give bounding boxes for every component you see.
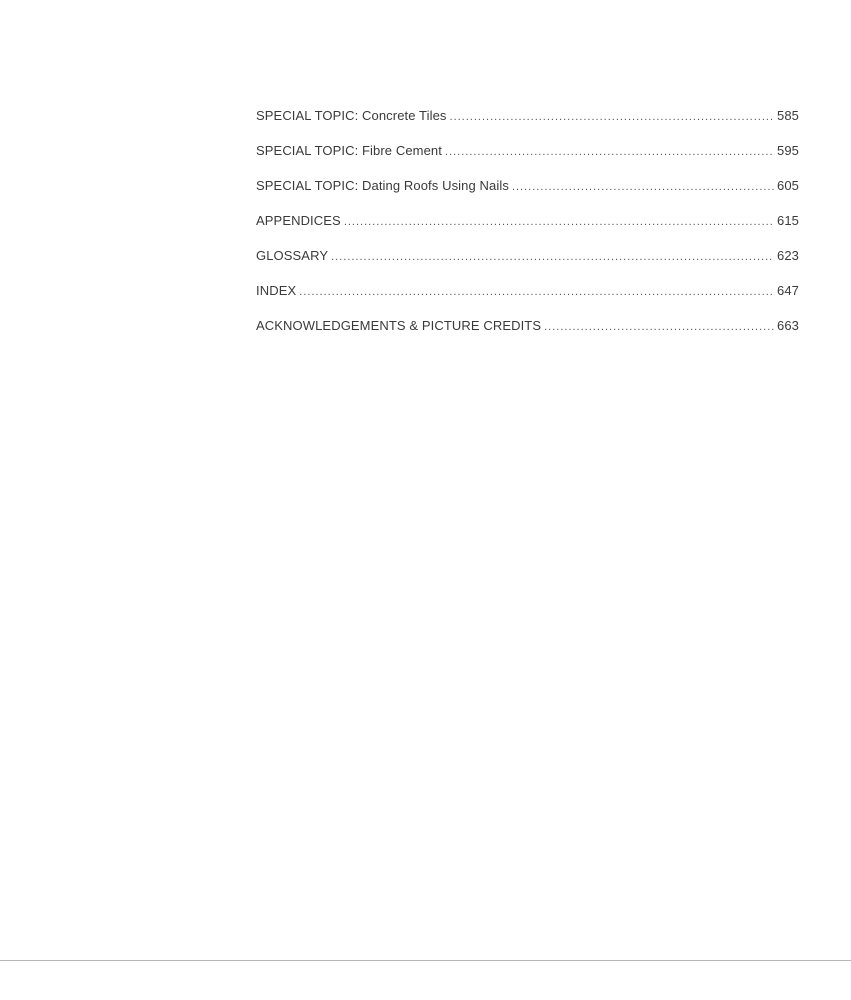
toc-entry-appendices[interactable] — [256, 213, 799, 248]
toc-entry-page-number: 615 — [777, 213, 799, 228]
toc-entry-page-number: 585 — [777, 108, 799, 123]
toc-entry-page-number: 623 — [777, 248, 799, 263]
toc-entry-page-number: 595 — [777, 143, 799, 158]
page-bottom-divider — [0, 960, 851, 961]
toc-entry-index[interactable] — [256, 283, 799, 318]
dot-leader — [344, 216, 774, 228]
toc-entry-acknowledgements[interactable] — [256, 318, 799, 353]
dot-leader — [299, 286, 774, 298]
dot-leader — [331, 251, 774, 263]
toc-entry-title: APPENDICES — [256, 213, 341, 228]
toc-entry-title: ACKNOWLEDGEMENTS & PICTURE CREDITS — [256, 318, 542, 333]
toc-entry-title: SPECIAL TOPIC: Dating Roofs Using Nails — [256, 178, 509, 193]
toc-entry-dating-roofs[interactable] — [256, 178, 799, 213]
dot-leader — [512, 181, 774, 193]
dot-leader — [445, 146, 774, 158]
table-of-contents — [256, 108, 799, 353]
dot-leader — [450, 111, 774, 123]
toc-entry-page-number: 605 — [777, 178, 799, 193]
toc-entry-page-number: 663 — [777, 318, 799, 333]
toc-entry-glossary[interactable] — [256, 248, 799, 283]
toc-entry-title: GLOSSARY — [256, 248, 329, 263]
toc-entry-page-number: 647 — [777, 283, 799, 298]
toc-entry-title: INDEX — [256, 283, 297, 298]
toc-entry-fibre-cement[interactable] — [256, 143, 799, 178]
toc-entry-title: SPECIAL TOPIC: Concrete Tiles — [256, 108, 447, 123]
toc-entry-title: SPECIAL TOPIC: Fibre Cement — [256, 143, 442, 158]
dot-leader — [544, 321, 774, 333]
toc-entry-concrete-tiles[interactable] — [256, 108, 799, 143]
